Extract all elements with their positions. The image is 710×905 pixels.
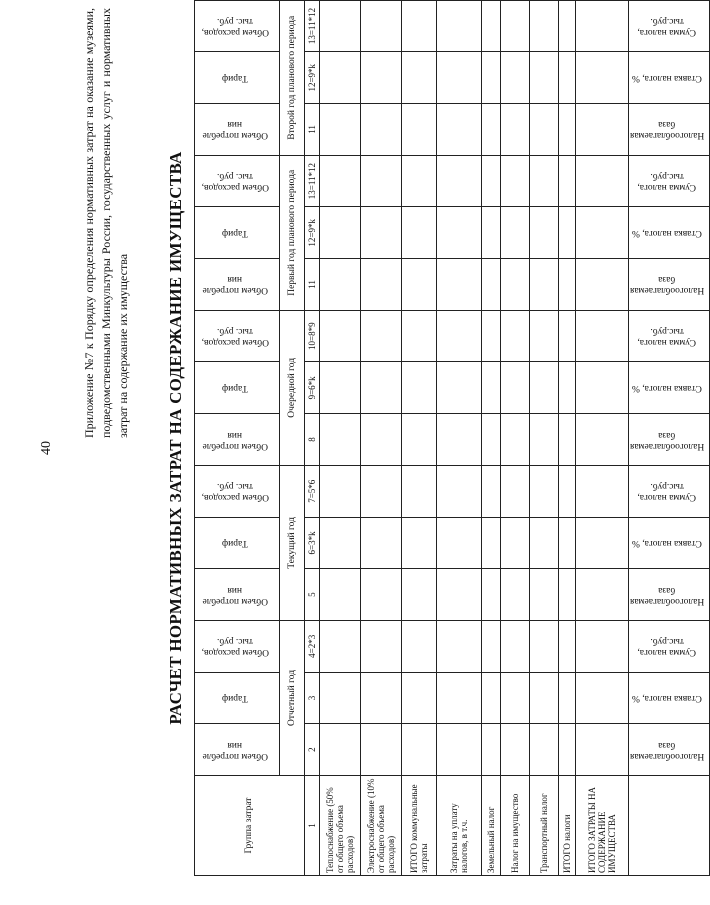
data-cell [437,0,482,52]
page-number: 40 [39,441,54,455]
data-cell [361,310,402,362]
data-cell [501,155,530,207]
data-cell [320,465,361,517]
data-cell [320,620,361,672]
data-cell [437,155,482,207]
annex-text: Приложение №7 к Порядку определения нормативных затрат на оказание музеями, подведомственными Минкультуры России, государственных услуг и нормативных затрат на содержание их имущества [82,8,130,438]
data-cell [437,259,482,311]
page-title: РАСЧЕТ НОРМАТИВНЫХ ЗАТРАТ НА СОДЕРЖАНИЕ ИМУЩЕСТВА [166,151,185,725]
data-cell [576,259,629,311]
tax-header-label: Сумма налога, тыс.руб. [637,171,697,193]
row-label: Земельный налог [482,776,501,876]
data-cell [501,52,530,104]
column-header [195,724,280,776]
data-cell [361,569,402,621]
data-cell [482,259,501,311]
data-cell [482,672,501,724]
column-header-label: Объем расходов, тыс. руб. [201,481,269,503]
tax-header [629,207,710,259]
row-label: Затраты на уплату налогов, в т.ч. [437,776,482,876]
row-label: Транспортный налог [530,776,559,876]
data-cell [320,52,361,104]
column-number: 11 [305,104,320,156]
data-cell [402,620,437,672]
column-number: 4=2*3 [305,620,320,672]
data-cell [576,207,629,259]
data-cell [530,259,559,311]
data-cell [530,517,559,569]
data-cell [559,207,576,259]
data-cell [501,414,530,466]
column-header-label: Объем потребле ния [202,119,268,141]
data-cell [576,52,629,104]
blank-cell [629,776,710,876]
tax-header [629,362,710,414]
tax-header-label: Сумма налога, тыс.руб. [637,481,697,503]
data-cell [361,0,402,52]
period-header: Очередной год [280,310,305,465]
column-header-label: Объем расходов, тыс. руб. [201,326,269,348]
data-cell [559,52,576,104]
column-header-label: Объем расходов, тыс. руб. [201,636,269,658]
data-cell [482,620,501,672]
data-cell [559,620,576,672]
data-cell [482,414,501,466]
data-cell [437,310,482,362]
data-cell [530,362,559,414]
tax-header [629,155,710,207]
data-cell [559,517,576,569]
tax-header [629,569,710,621]
data-cell [320,0,361,52]
data-cell [437,465,482,517]
data-cell [320,155,361,207]
data-cell [482,569,501,621]
column-header-label: Объем потребле ния [202,739,268,761]
data-cell [320,724,361,776]
data-cell [361,465,402,517]
data-cell [320,517,361,569]
data-cell [559,104,576,156]
tax-header [629,414,710,466]
column-header-label: Тариф [222,73,248,84]
data-cell [361,259,402,311]
tax-header-label: Сумма налога, тыс.руб. [637,326,697,348]
data-cell [361,104,402,156]
table-row [320,0,361,875]
row-label: Теплоснабжение (50% от общего объема расходов) [320,776,361,876]
table-row [361,0,402,875]
column-header [195,104,280,156]
data-cell [320,672,361,724]
column-header [195,414,280,466]
data-cell [320,414,361,466]
data-cell [530,0,559,52]
document-sheet [76,0,705,878]
data-cell [559,155,576,207]
data-cell [576,362,629,414]
data-cell [501,724,530,776]
column-header-label: Объем потребле ния [202,429,268,451]
column-header-label: Объем потребле ния [202,274,268,296]
column-header [195,259,280,311]
tax-header-label: Ставка налога, % [632,228,703,239]
data-cell [437,207,482,259]
data-cell [576,465,629,517]
tax-header-label: Ставка налога, % [632,693,703,704]
group-header: Группа затрат [195,776,305,876]
column-number: 13=11*12 [305,0,320,52]
data-cell [530,52,559,104]
data-cell [530,414,559,466]
column-number-row [305,0,320,875]
data-cell [501,104,530,156]
column-number: 12=9*k [305,207,320,259]
data-cell [402,517,437,569]
data-cell [530,672,559,724]
data-cell [559,310,576,362]
data-cell [320,259,361,311]
data-cell [437,569,482,621]
data-cell [530,465,559,517]
tax-header-label: Налогооблагаемая база [630,584,705,606]
data-cell [320,362,361,414]
data-cell [501,620,530,672]
data-cell [530,207,559,259]
column-header [195,155,280,207]
data-cell [361,672,402,724]
data-cell [482,207,501,259]
data-cell [576,414,629,466]
row-label: Налог на имущество [501,776,530,876]
data-cell [437,104,482,156]
data-cell [402,310,437,362]
column-header-label: Объем расходов, тыс. руб. [201,171,269,193]
column-number: 7=5*6 [305,465,320,517]
data-cell [320,104,361,156]
data-cell [559,724,576,776]
data-cell [361,207,402,259]
column-header-label: Тариф [222,228,248,239]
data-cell [402,414,437,466]
data-cell [559,569,576,621]
table-row [482,0,501,875]
period-header: Второй год планового периода [280,0,305,155]
column-header-label: Тариф [222,383,248,394]
column-header [195,620,280,672]
tax-header-label: Налогооблагаемая база [630,739,705,761]
column-header [195,52,280,104]
column-header [195,465,280,517]
column-header-label: Тариф [222,538,248,549]
data-cell [530,155,559,207]
period-header: Текущий год [280,465,305,620]
column-number: 11 [305,259,320,311]
period-header: Отчетный год [280,620,305,775]
data-cell [482,465,501,517]
data-cell [320,207,361,259]
data-cell [402,0,437,52]
data-cell [402,465,437,517]
data-cell [361,52,402,104]
data-cell [402,104,437,156]
column-number: 13=11*12 [305,155,320,207]
data-cell [402,155,437,207]
data-cell [402,362,437,414]
data-cell [501,517,530,569]
data-cell [576,620,629,672]
data-cell [559,414,576,466]
data-cell [530,104,559,156]
data-cell [559,362,576,414]
tax-header-label: Ставка налога, % [632,538,703,549]
tax-header [629,104,710,156]
data-cell [482,310,501,362]
tax-header [629,724,710,776]
tax-header [629,310,710,362]
data-cell [576,155,629,207]
data-cell [482,52,501,104]
data-cell [361,414,402,466]
tax-header [629,52,710,104]
tax-header-label: Налогооблагаемая база [630,119,705,141]
table-row [530,0,559,875]
data-cell [576,724,629,776]
data-cell [576,672,629,724]
period-header-row [280,0,305,875]
data-cell [437,362,482,414]
data-cell [501,0,530,52]
data-cell [530,310,559,362]
tax-header [629,620,710,672]
table-row [402,0,437,875]
tax-header [629,0,710,52]
data-cell [402,672,437,724]
data-cell [437,414,482,466]
data-cell [402,724,437,776]
data-cell [482,362,501,414]
data-cell [437,517,482,569]
data-cell [576,569,629,621]
tax-header-row [629,0,710,875]
data-cell [402,569,437,621]
column-number: 8 [305,414,320,466]
data-cell [501,310,530,362]
row-label: ИТОГО налоги [559,776,576,876]
column-number: 2 [305,724,320,776]
data-cell [501,207,530,259]
tax-header-label: Сумма налога, тыс.руб. [637,636,697,658]
table-row [576,0,629,875]
data-cell [559,465,576,517]
data-cell [530,724,559,776]
data-cell [501,362,530,414]
data-cell [482,517,501,569]
column-header-label: Тариф [222,693,248,704]
column-number: 3 [305,672,320,724]
data-cell [559,672,576,724]
column-header [195,362,280,414]
data-cell [576,310,629,362]
tax-header [629,517,710,569]
row-label: ИТОГО коммунальные затраты [402,776,437,876]
column-number: 6=3*k [305,517,320,569]
table-row [437,0,482,875]
data-cell [361,724,402,776]
data-cell [437,620,482,672]
data-cell [402,52,437,104]
column-header [195,207,280,259]
table-row [559,0,576,875]
data-cell [482,724,501,776]
row-label: ИТОГО ЗАТРАТЫ НА СОДЕРЖАНИЕ ИМУЩЕСТВА [576,776,629,876]
column-number: 10=8*9 [305,310,320,362]
tax-header-label: Ставка налога, % [632,73,703,84]
data-cell [559,0,576,52]
data-cell [501,569,530,621]
data-cell [437,52,482,104]
data-cell [559,259,576,311]
data-cell [576,0,629,52]
column-header-label: Объем потребле ния [202,584,268,606]
data-cell [482,155,501,207]
tax-header-label: Налогооблагаемая база [630,429,705,451]
column-number: 9=6*k [305,362,320,414]
tax-header-label: Ставка налога, % [632,383,703,394]
data-cell [361,620,402,672]
data-cell [320,310,361,362]
data-cell [576,517,629,569]
tax-header [629,672,710,724]
data-cell [501,465,530,517]
data-cell [361,155,402,207]
data-cell [361,362,402,414]
column-header-label: Объем расходов, тыс. руб. [201,16,269,38]
column-number: 5 [305,569,320,621]
data-cell [437,724,482,776]
data-cell [320,569,361,621]
data-cell [501,672,530,724]
cost-calculation-table [194,0,710,876]
tax-header [629,465,710,517]
column-header-row [195,0,280,875]
column-header [195,672,280,724]
data-cell [361,517,402,569]
tax-header-label: Налогооблагаемая база [630,274,705,296]
row-label: Электроснабжение (10% от общего объема расходов) [361,776,402,876]
column-header [195,569,280,621]
table-row [501,0,530,875]
column-number: 12=9*k [305,52,320,104]
data-cell [530,620,559,672]
tax-header-label: Сумма налога, тыс.руб. [637,16,697,38]
tax-header [629,259,710,311]
column-header [195,517,280,569]
column-header [195,310,280,362]
column-number: 1 [305,776,320,876]
data-cell [482,104,501,156]
data-cell [402,207,437,259]
period-header: Первый год планового периода [280,155,305,310]
data-cell [482,0,501,52]
data-cell [501,259,530,311]
data-cell [402,259,437,311]
data-cell [530,569,559,621]
column-header [195,0,280,52]
data-cell [437,672,482,724]
data-cell [576,104,629,156]
